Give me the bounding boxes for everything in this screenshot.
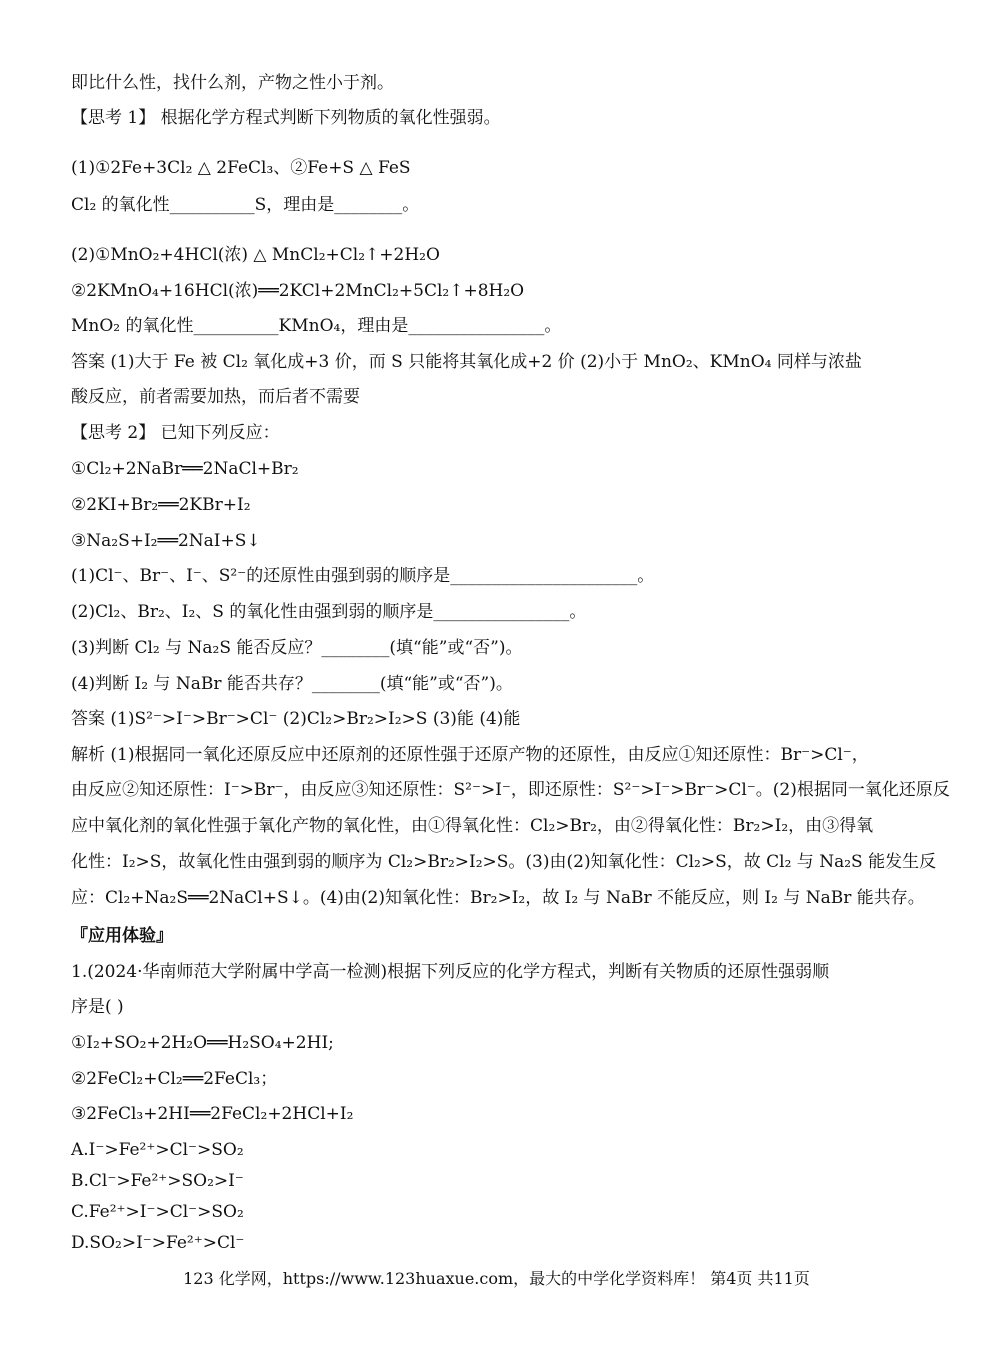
equation-line: (2)①MnO₂+4HCl(浓) △ MnCl₂+Cl₂↑+2H₂O: [71, 245, 440, 265]
equation-line: ②2KI+Br₂══2KBr+I₂: [71, 495, 251, 515]
question-line: Cl₂ 的氧化性__________S，理由是________。: [71, 195, 420, 215]
text-line: 即比什么性，找什么剂，产物之性小于剂。: [71, 73, 394, 93]
analysis-line: 应：Cl₂+Na₂S══2NaCl+S↓。(4)由(2)知氧化性：Br₂>I₂，故 I₂ 与 NaBr 不能反应，则 I₂ 与 NaBr 能共存。: [71, 888, 925, 908]
analysis-line: 解析 (1)根据同一氧化还原反应中还原剂的还原性强于还原产物的还原性，由反应①知还原性：Br⁻>Cl⁻，: [71, 745, 869, 765]
analysis-line: 由反应②知还原性：I⁻>Br⁻，由反应③知还原性：S²⁻>I⁻，即还原性：S²⁻>I⁻>Br⁻>Cl⁻。(2)根据同一氧化还原反: [71, 780, 950, 800]
equation-line: ②2KMnO₄+16HCl(浓)══2KCl+2MnCl₂+5Cl₂↑+8H₂O: [71, 281, 525, 301]
equation-line: ②2FeCl₂+Cl₂══2FeCl₃；: [71, 1069, 278, 1089]
equation-line: ③2FeCl₃+2HI══2FeCl₂+2HCl+I₂: [71, 1104, 354, 1124]
question-line: (1)Cl⁻、Br⁻、I⁻、S²⁻的还原性由强到弱的顺序是______________________。: [71, 566, 655, 586]
question-line: 序是( ): [71, 997, 124, 1017]
question-line: (3)判断 Cl₂ 与 Na₂S 能否反应？________(填“能”或“否”)。: [71, 638, 523, 658]
think-1-heading: 【思考 1】 根据化学方程式判断下列物质的氧化性强弱。: [71, 108, 501, 128]
answer-line: 答案 (1)S²⁻>I⁻>Br⁻>Cl⁻ (2)Cl₂>Br₂>I₂>S (3)能 (4)能: [71, 709, 521, 729]
option-c: C.Fe²⁺>I⁻>Cl⁻>SO₂: [71, 1202, 244, 1222]
question-line: (4)判断 I₂ 与 NaBr 能否共存？________(填“能”或“否”)。: [71, 674, 513, 694]
equation-line: ①I₂+SO₂+2H₂O══H₂SO₄+2HI;: [71, 1033, 334, 1053]
analysis-line: 应中氧化剂的氧化性强于氧化产物的氧化性，由①得氧化性：Cl₂>Br₂，由②得氧化性：Br₂>I₂，由③得氧: [71, 816, 874, 836]
equation-line: ①Cl₂+2NaBr══2NaCl+Br₂: [71, 459, 299, 479]
question-line: (2)Cl₂、Br₂、I₂、S 的氧化性由强到弱的顺序是________________。: [71, 602, 587, 622]
option-a: A.I⁻>Fe²⁺>Cl⁻>SO₂: [71, 1140, 244, 1160]
question-line: MnO₂ 的氧化性__________KMnO₄，理由是________________。: [71, 316, 562, 336]
answer-line: 答案 (1)大于 Fe 被 Cl₂ 氧化成+3 价，而 S 只能将其氧化成+2 价 (2)小于 MnO₂、KMnO₄ 同样与浓盐: [71, 352, 862, 372]
equation-line: (1)①2Fe+3Cl₂ △ 2FeCl₃、②Fe+S △ FeS: [71, 158, 411, 178]
equation-line: ③Na₂S+I₂══2NaI+S↓: [71, 531, 261, 551]
option-b: B.Cl⁻>Fe²⁺>SO₂>I⁻: [71, 1171, 244, 1191]
analysis-line: 化性：I₂>S，故氧化性由强到弱的顺序为 Cl₂>Br₂>I₂>S。(3)由(2)知氧化性：Cl₂>S，故 Cl₂ 与 Na₂S 能发生反: [71, 852, 937, 872]
question-line: 1.(2024·华南师范大学附属中学高一检测)根据下列反应的化学方程式，判断有关物质的还原性强弱顺: [71, 962, 830, 982]
answer-line: 酸反应，前者需要加热，而后者不需要: [71, 387, 360, 407]
think-2-heading: 【思考 2】 已知下列反应：: [71, 423, 280, 443]
application-heading: 『应用体验』: [71, 926, 173, 946]
option-d: D.SO₂>I⁻>Fe²⁺>Cl⁻: [71, 1233, 245, 1253]
page-footer: 123 化学网，https://www.123huaxue.com，最大的中学化学资料库！ 第4页 共11页: [183, 1269, 810, 1288]
